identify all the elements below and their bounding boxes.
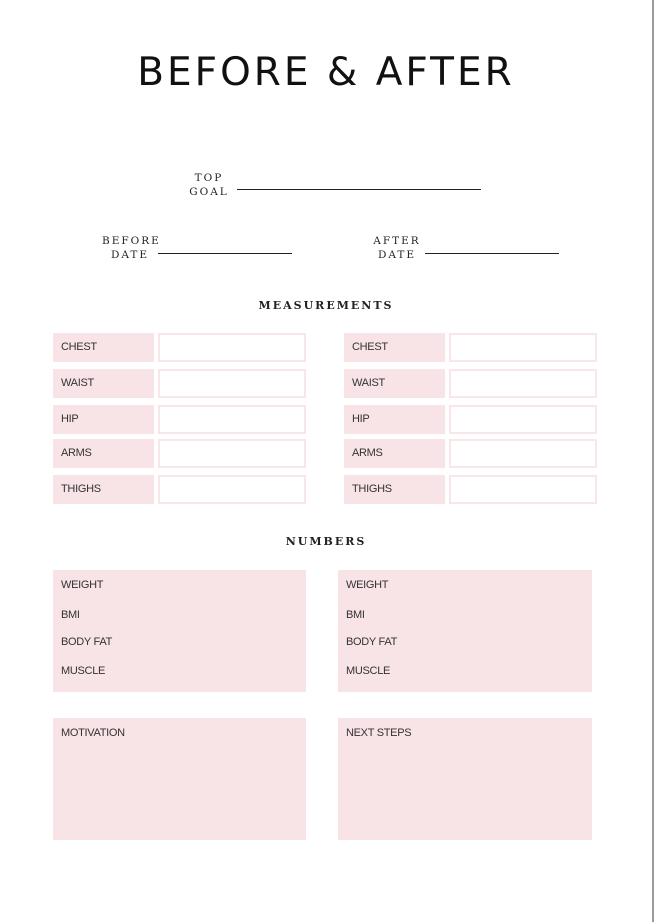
after-waist-label: WAIST: [344, 369, 445, 398]
after-thighs-field[interactable]: [449, 475, 597, 504]
after-chest-label: CHEST: [344, 333, 445, 362]
motivation-panel[interactable]: [53, 718, 306, 840]
before-weight-label: WEIGHT: [61, 579, 104, 591]
measurements-heading: MEASUREMENTS: [258, 299, 394, 312]
before-arms-label: ARMS: [53, 439, 154, 468]
before-waist-label: WAIST: [53, 369, 154, 398]
before-date-label-line1: BEFORE: [102, 235, 161, 247]
after-body-fat-label: BODY FAT: [346, 636, 397, 648]
top-goal-label: [186, 171, 232, 199]
before-body-fat-label: BODY FAT: [61, 636, 112, 648]
before-arms-field[interactable]: [158, 439, 306, 468]
numbers-heading: NUMBERS: [285, 535, 367, 548]
before-date-line[interactable]: [158, 253, 292, 254]
before-waist-field[interactable]: [158, 369, 306, 398]
before-date-label-line2: DATE: [110, 249, 150, 261]
after-date-label-line2: DATE: [377, 249, 417, 261]
top-goal-label-line2: GOAL: [189, 186, 229, 198]
next-steps-label: NEXT STEPS: [346, 727, 412, 739]
after-weight-label: WEIGHT: [346, 579, 389, 591]
before-thighs-field[interactable]: [158, 475, 306, 504]
after-chest-field[interactable]: [449, 333, 597, 362]
before-bmi-label: BMI: [61, 609, 80, 621]
after-date-label-line1: AFTER: [373, 235, 421, 247]
after-thighs-label: THIGHS: [344, 475, 445, 504]
after-arms-label: ARMS: [344, 439, 445, 468]
after-date-label: [370, 234, 424, 262]
top-goal-line[interactable]: [237, 189, 481, 190]
motivation-label: MOTIVATION: [61, 727, 125, 739]
before-hip-label: HIP: [53, 405, 154, 434]
before-date-label: [102, 234, 161, 262]
after-bmi-label: BMI: [346, 609, 365, 621]
top-goal-label-line1: TOP: [194, 172, 224, 184]
after-arms-field[interactable]: [449, 439, 597, 468]
before-hip-field[interactable]: [158, 405, 306, 434]
before-thighs-label: THIGHS: [53, 475, 154, 504]
before-numbers-panel[interactable]: [53, 570, 306, 692]
after-waist-field[interactable]: [449, 369, 597, 398]
page-title: BEFORE & AFTER: [137, 50, 515, 95]
before-chest-label: CHEST: [53, 333, 154, 362]
after-date-line[interactable]: [425, 253, 559, 254]
next-steps-panel[interactable]: [338, 718, 592, 840]
after-numbers-panel[interactable]: [338, 570, 592, 692]
after-hip-label: HIP: [344, 405, 445, 434]
after-muscle-label: MUSCLE: [346, 665, 391, 677]
before-chest-field[interactable]: [158, 333, 306, 362]
after-hip-field[interactable]: [449, 405, 597, 434]
before-muscle-label: MUSCLE: [61, 665, 106, 677]
